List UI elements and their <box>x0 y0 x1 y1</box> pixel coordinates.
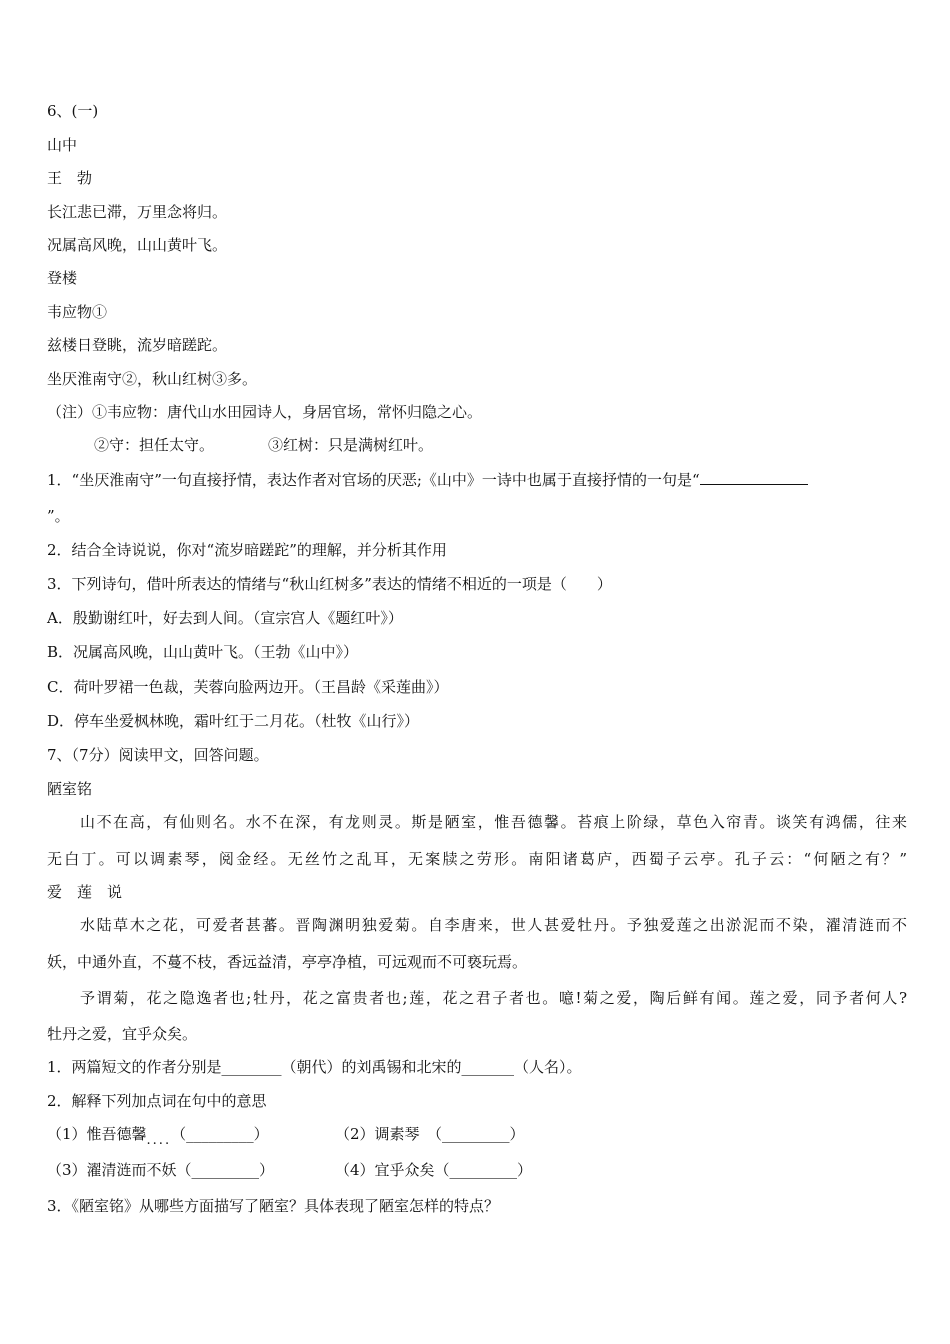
text2-para1-line1 <box>80 915 907 935</box>
q6-question-1 <box>47 470 808 490</box>
q6-question-1-text: 1．“坐厌淮南守”一句直接抒情，表达作者对官场的厌恶;《山中》一诗中也属于直接抒情的一句是“ <box>47 471 700 489</box>
poem2-title: 登楼 <box>47 269 78 287</box>
text1-para-line2-text: 无白丁。可以调素琴，阅金经。无丝竹之乱耳，无案牍之劳形。南阳诸葛庐，西蜀子云亭。孔子云：“何陋之有？” <box>47 850 907 868</box>
q7-question-2: 2．解释下列加点词在句中的意思 <box>47 1092 267 1110</box>
poem1-line2: 况属高风晚，山山黄叶飞。 <box>47 236 228 254</box>
text2-title: 爱 莲 说 <box>47 883 123 901</box>
item-1-blank[interactable]: （_________） <box>171 1125 269 1143</box>
q6-question-3: 3．下列诗句，借叶所表达的情绪与“秋山红树多”表达的情绪不相近的一项是（ ） <box>47 575 612 593</box>
item-3[interactable]: （3）濯清涟而不妖（_________） <box>47 1161 275 1179</box>
q6-question-2: 2．结合全诗说说，你对“流岁暗蹉跎”的理解，并分析其作用 <box>47 541 447 559</box>
q6-question-1-end: ”。 <box>47 507 70 525</box>
note-1: （注）①韦应物：唐代山水田园诗人，身居官场，常怀归隐之心。 <box>47 403 483 421</box>
text1-para-line1-text: 山不在高，有仙则名。水不在深，有龙则灵。斯是陋室，惟吾德馨。苔痕上阶绿，草色入帘青。谈笑有鸿儒，往来 <box>80 813 907 831</box>
q6-header: 6、(一) <box>47 102 99 120</box>
text2-para1-line2: 妖，中通外直，不蔓不枝，香远益清，亭亭净植，可远观而不可亵玩焉。 <box>47 953 528 971</box>
note-3: ③红树：只是满树红叶。 <box>268 436 434 454</box>
text2-para1-line1-text: 水陆草木之花，可爱者甚蕃。晋陶渊明独爱菊。自李唐来，世人甚爱牡丹。予独爱莲之出淤泥而不染，濯清涟而不 <box>80 916 907 934</box>
item-4[interactable]: （4）宜乎众矣（_________） <box>335 1161 533 1179</box>
poem2-line2: 坐厌淮南守②，秋山红树③多。 <box>47 370 258 388</box>
poem2-line1: 兹楼日登眺，流岁暗蹉跎。 <box>47 336 228 354</box>
text2-para2-line1-text: 予谓菊，花之隐逸者也;牡丹，花之富贵者也;莲，花之君子者也。噫!菊之爱，陶后鲜有闻。莲之爱，同予者何人? <box>80 989 907 1007</box>
text1-para-line1 <box>80 812 907 832</box>
option-a[interactable]: A．殷勤谢红叶，好去到人间。（宣宗宫人《题红叶》） <box>47 609 403 627</box>
answer-blank[interactable] <box>700 470 808 485</box>
q7-question-1: 1．两篇短文的作者分别是________（朝代）的刘禹锡和北宋的_______（人名）。 <box>47 1058 582 1076</box>
poem2-author: 韦应物① <box>47 303 108 321</box>
option-c[interactable]: C．荷叶罗裙一色裁，芙蓉向脸两边开。（王昌龄《采莲曲》） <box>47 678 449 696</box>
option-d[interactable]: D．停车坐爱枫林晚，霜叶红于二月花。（杜牧《山行》） <box>47 712 420 730</box>
text2-para2-line2: 牡丹之爱，宜乎众矣。 <box>47 1025 198 1043</box>
item-2[interactable]: （2）调素琴 （_________） <box>335 1125 525 1143</box>
text1-para-line2 <box>47 849 907 869</box>
emphasis-dots: .... <box>146 1133 172 1148</box>
item-1 <box>47 1124 269 1146</box>
poem1-line1: 长江悲已滞，万里念将归。 <box>47 203 228 221</box>
text2-para2-line1 <box>80 988 907 1008</box>
q7-question-3: 3．《陋室铭》从哪些方面描写了陋室？具体表现了陋室怎样的特点？ <box>47 1197 500 1215</box>
poem1-title: 山中 <box>47 136 78 154</box>
option-b[interactable]: B．况属高风晚，山山黄叶飞。（王勃《山中》） <box>47 643 359 661</box>
q7-header: 7、（7分）阅读甲文，回答问题。 <box>47 746 269 764</box>
item-1-word: （1）惟吾德馨 <box>47 1125 147 1143</box>
note-2: ②守：担任太守。 <box>94 436 215 454</box>
poem1-author: 王 勃 <box>47 169 93 187</box>
text1-title: 陋室铭 <box>47 780 93 798</box>
